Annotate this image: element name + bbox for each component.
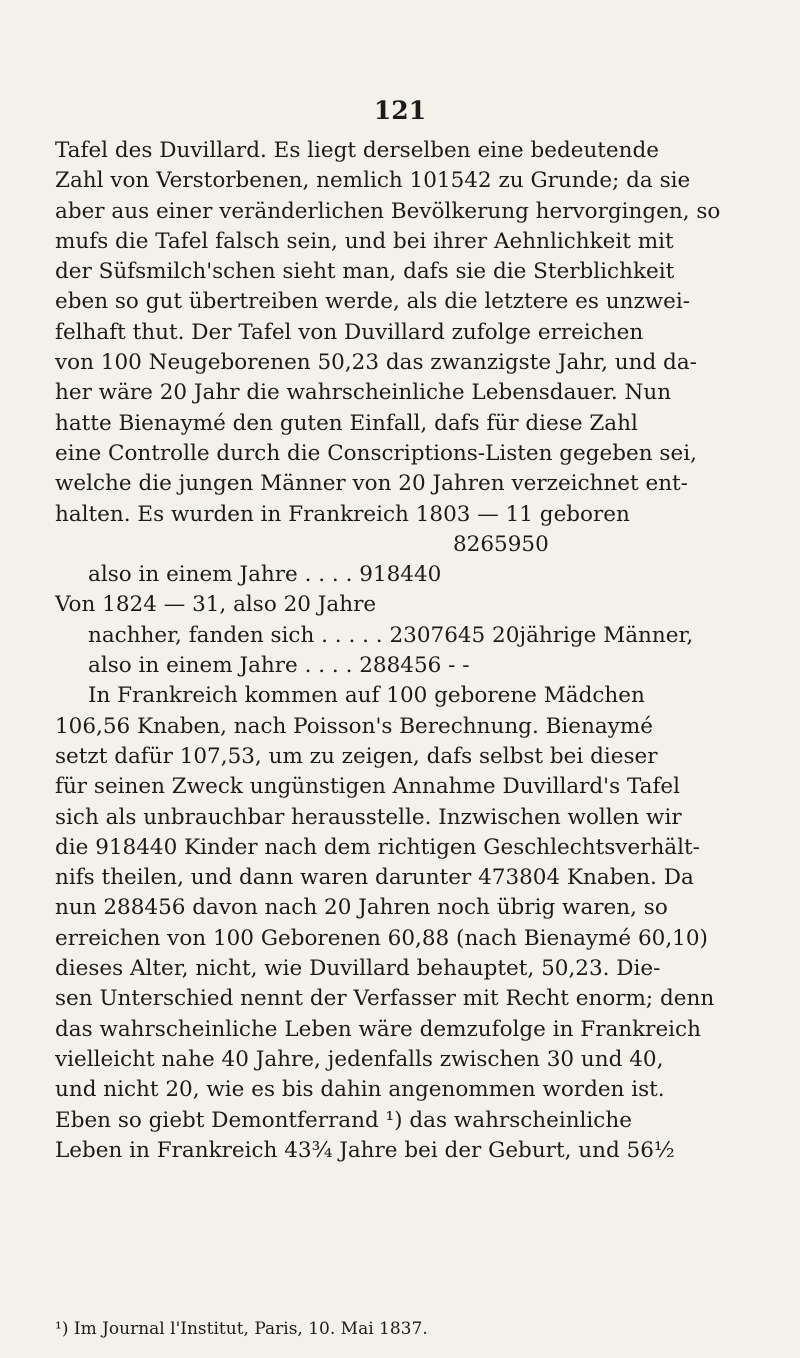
text-line: Eben so giebt Demontferrand ¹) das wahrscheinliche bbox=[55, 1107, 632, 1133]
text-line: nifs theilen, und dann waren darunter 473804 Knaben. Da bbox=[55, 865, 694, 891]
text-line: das wahrscheinliche Leben wäre demzufolge in Frankreich bbox=[55, 1016, 701, 1042]
text-line: also in einem Jahre . . . . 288456 - - bbox=[88, 653, 470, 679]
text-line: her wäre 20 Jahr die wahrscheinliche Lebensdauer. Nun bbox=[55, 380, 672, 406]
text-line: sen Unterschied nennt der Verfasser mit Recht enorm; denn bbox=[55, 986, 715, 1012]
text-line: Leben in Frankreich 43¾ Jahre bei der Geburt, und 56½ bbox=[55, 1137, 675, 1163]
text-line: eben so gut übertreiben werde, als die letztere es unzwei- bbox=[55, 289, 691, 315]
text-line: Von 1824 — 31, also 20 Jahre bbox=[55, 592, 377, 618]
text-line: vielleicht nahe 40 Jahre, jedenfalls zwischen 30 und 40, bbox=[55, 1046, 664, 1072]
text-line: die 918440 Kinder nach dem richtigen Geschlechtsverhält- bbox=[55, 834, 700, 860]
text-line: In Frankreich kommen auf 100 geborene Mädchen bbox=[88, 683, 645, 709]
text-line: erreichen von 100 Geborenen 60,88 (nach Bienaymé 60,10) bbox=[55, 925, 708, 951]
text-line: dieses Alter, nicht, wie Duvillard behauptet, 50,23. Die- bbox=[55, 956, 661, 982]
body-text bbox=[55, 136, 755, 1166]
text-line: der Süfsmilch'schen sieht man, dafs sie die Sterblichkeit bbox=[55, 259, 675, 285]
text-line: von 100 Neugeborenen 50,23 das zwanzigste Jahr, und da- bbox=[55, 350, 697, 376]
text-line: Tafel des Duvillard. Es liegt derselben eine bedeutende bbox=[55, 138, 659, 163]
text-line: eine Controlle durch die Conscriptions-Listen gegeben sei, bbox=[55, 440, 697, 466]
text-line: mufs die Tafel falsch sein, und bei ihrer Aehnlichkeit mit bbox=[55, 228, 674, 254]
text-line: nun 288456 davon nach 20 Jahren noch übrig waren, so bbox=[55, 895, 668, 921]
text-line: sich als unbrauchbar herausstelle. Inzwischen wollen wir bbox=[55, 804, 682, 830]
text-line: also in einem Jahre . . . . 918440 bbox=[88, 562, 442, 588]
text-line: halten. Es wurden in Frankreich 1803 — 11 geboren bbox=[55, 501, 630, 527]
text-line: für seinen Zweck ungünstigen Annahme Duvillard's Tafel bbox=[55, 774, 681, 800]
text-line: aber aus einer veränderlichen Bevölkerung hervorgingen, so bbox=[55, 198, 721, 224]
text-line: welche die jungen Männer von 20 Jahren verzeichnet ent- bbox=[55, 471, 688, 497]
footnote: ¹) Im Journal l'Institut, Paris, 10. Mai 1837. bbox=[55, 1319, 428, 1339]
text-line: hatte Bienaymé den guten Einfall, dafs für diese Zahl bbox=[55, 410, 638, 436]
text-line: setzt dafür 107,53, um zu zeigen, dafs selbst bei dieser bbox=[55, 743, 658, 769]
text-line: 106,56 Knaben, nach Poisson's Berechnung. Bienaymé bbox=[55, 713, 653, 739]
text-line: nachher, fanden sich . . . . . 2307645 20jährige Männer, bbox=[88, 622, 694, 648]
text-line: 8265950 bbox=[453, 531, 549, 557]
text-line: felhaft thut. Der Tafel von Duvillard zufolge erreichen bbox=[55, 319, 644, 345]
page-number: 121 bbox=[373, 96, 427, 125]
text-line: und nicht 20, wie es bis dahin angenommen worden ist. bbox=[55, 1077, 665, 1103]
text-line: Zahl von Verstorbenen, nemlich 101542 zu Grunde; da sie bbox=[55, 168, 691, 194]
